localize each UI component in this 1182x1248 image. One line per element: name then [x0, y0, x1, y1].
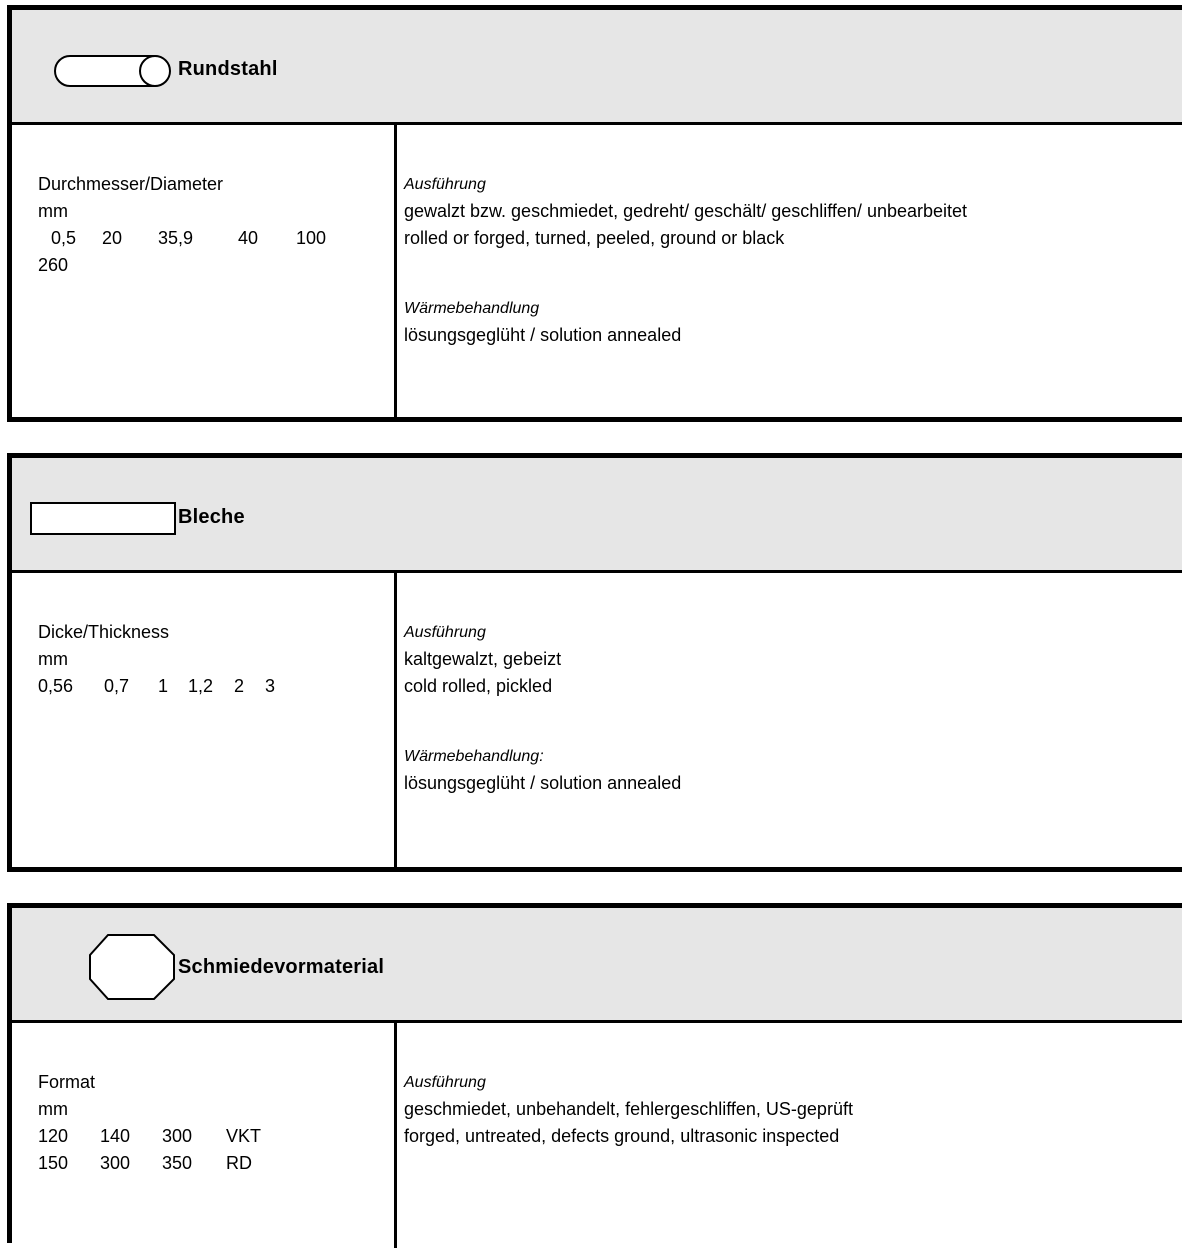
specification-column: [404, 1069, 853, 1150]
section-rundstahl: [7, 5, 1182, 420]
format-value: 350: [162, 1153, 193, 1173]
dimension-column: [38, 1069, 261, 1177]
execution-heading: Ausführung: [404, 176, 486, 193]
section-title: Rundstahl: [178, 58, 278, 80]
execution-german: kaltgewalzt, gebeizt: [404, 649, 562, 669]
specification-column: [404, 171, 967, 349]
format-row: [38, 1150, 261, 1177]
section-bottom-border: [7, 417, 1182, 422]
section-header: [12, 458, 1182, 573]
section-title: Bleche: [178, 506, 245, 528]
section-title: Schmiedevormaterial: [178, 956, 385, 978]
unit-label: mm: [38, 1099, 68, 1119]
dimension-value: 0,56: [38, 676, 74, 696]
dimension-label: Format: [38, 1072, 96, 1092]
dimension-column: [38, 171, 326, 279]
execution-heading: Ausführung: [404, 1074, 486, 1091]
unit-label: mm: [38, 201, 68, 221]
heat-treatment-heading: Wärmebehandlung: [404, 300, 540, 317]
format-value: RD: [226, 1153, 252, 1173]
execution-english: cold rolled, pickled: [404, 676, 553, 696]
dimension-value: 40: [238, 228, 259, 248]
dimension-value: 260: [38, 255, 69, 275]
dimension-values: [38, 673, 275, 700]
heat-treatment-value: lösungsgeglüht / solution annealed: [404, 325, 682, 345]
section-header: [12, 10, 1182, 125]
heat-treatment-value: lösungsgeglüht / solution annealed: [404, 773, 682, 793]
format-value: 120: [38, 1126, 69, 1146]
section-bottom-border: [7, 867, 1182, 872]
section-schmiedevormaterial: [7, 903, 1182, 1243]
dimension-value: 20: [102, 228, 123, 248]
dimension-column: [38, 619, 275, 700]
dimension-value: 0,5: [51, 228, 77, 248]
specification-column: [404, 619, 681, 797]
dimension-value: 100: [296, 228, 327, 248]
dimension-value: 3: [265, 676, 276, 696]
format-value: 140: [100, 1126, 131, 1146]
dimension-label: Durchmesser/Diameter: [38, 174, 224, 194]
dimension-value: 0,7: [104, 676, 130, 696]
unit-label: mm: [38, 649, 68, 669]
sheet-shape-icon: [30, 502, 178, 536]
execution-german: geschmiedet, unbehandelt, fehlergeschliffen, US-geprüft: [404, 1099, 853, 1119]
execution-german: gewalzt bzw. geschmiedet, gedreht/ geschält/ geschliffen/ unbearbeitet: [404, 201, 968, 221]
dimension-value: 35,9: [158, 228, 194, 248]
round-bar-shape-icon: [54, 54, 174, 88]
dimension-value: 1,2: [188, 676, 214, 696]
execution-english: rolled or forged, turned, peeled, ground or black: [404, 228, 785, 248]
octagon-shape-icon: [88, 933, 176, 1002]
column-divider: [394, 1023, 397, 1248]
heat-treatment-heading: Wärmebehandlung:: [404, 748, 544, 765]
format-value: 300: [100, 1153, 131, 1173]
section-header: [12, 908, 1182, 1023]
dimension-value: 2: [234, 676, 245, 696]
format-value: VKT: [226, 1126, 262, 1146]
dimension-value: 1: [158, 676, 169, 696]
column-divider: [394, 573, 397, 872]
dimension-label: Dicke/Thickness: [38, 622, 170, 642]
format-value: 150: [38, 1153, 69, 1173]
format-value: 300: [162, 1126, 193, 1146]
execution-english: forged, untreated, defects ground, ultrasonic inspected: [404, 1126, 840, 1146]
dimension-values: [38, 225, 326, 252]
section-bleche: [7, 453, 1182, 870]
execution-heading: Ausführung: [404, 624, 486, 641]
format-row: [38, 1123, 261, 1150]
column-divider: [394, 125, 397, 422]
